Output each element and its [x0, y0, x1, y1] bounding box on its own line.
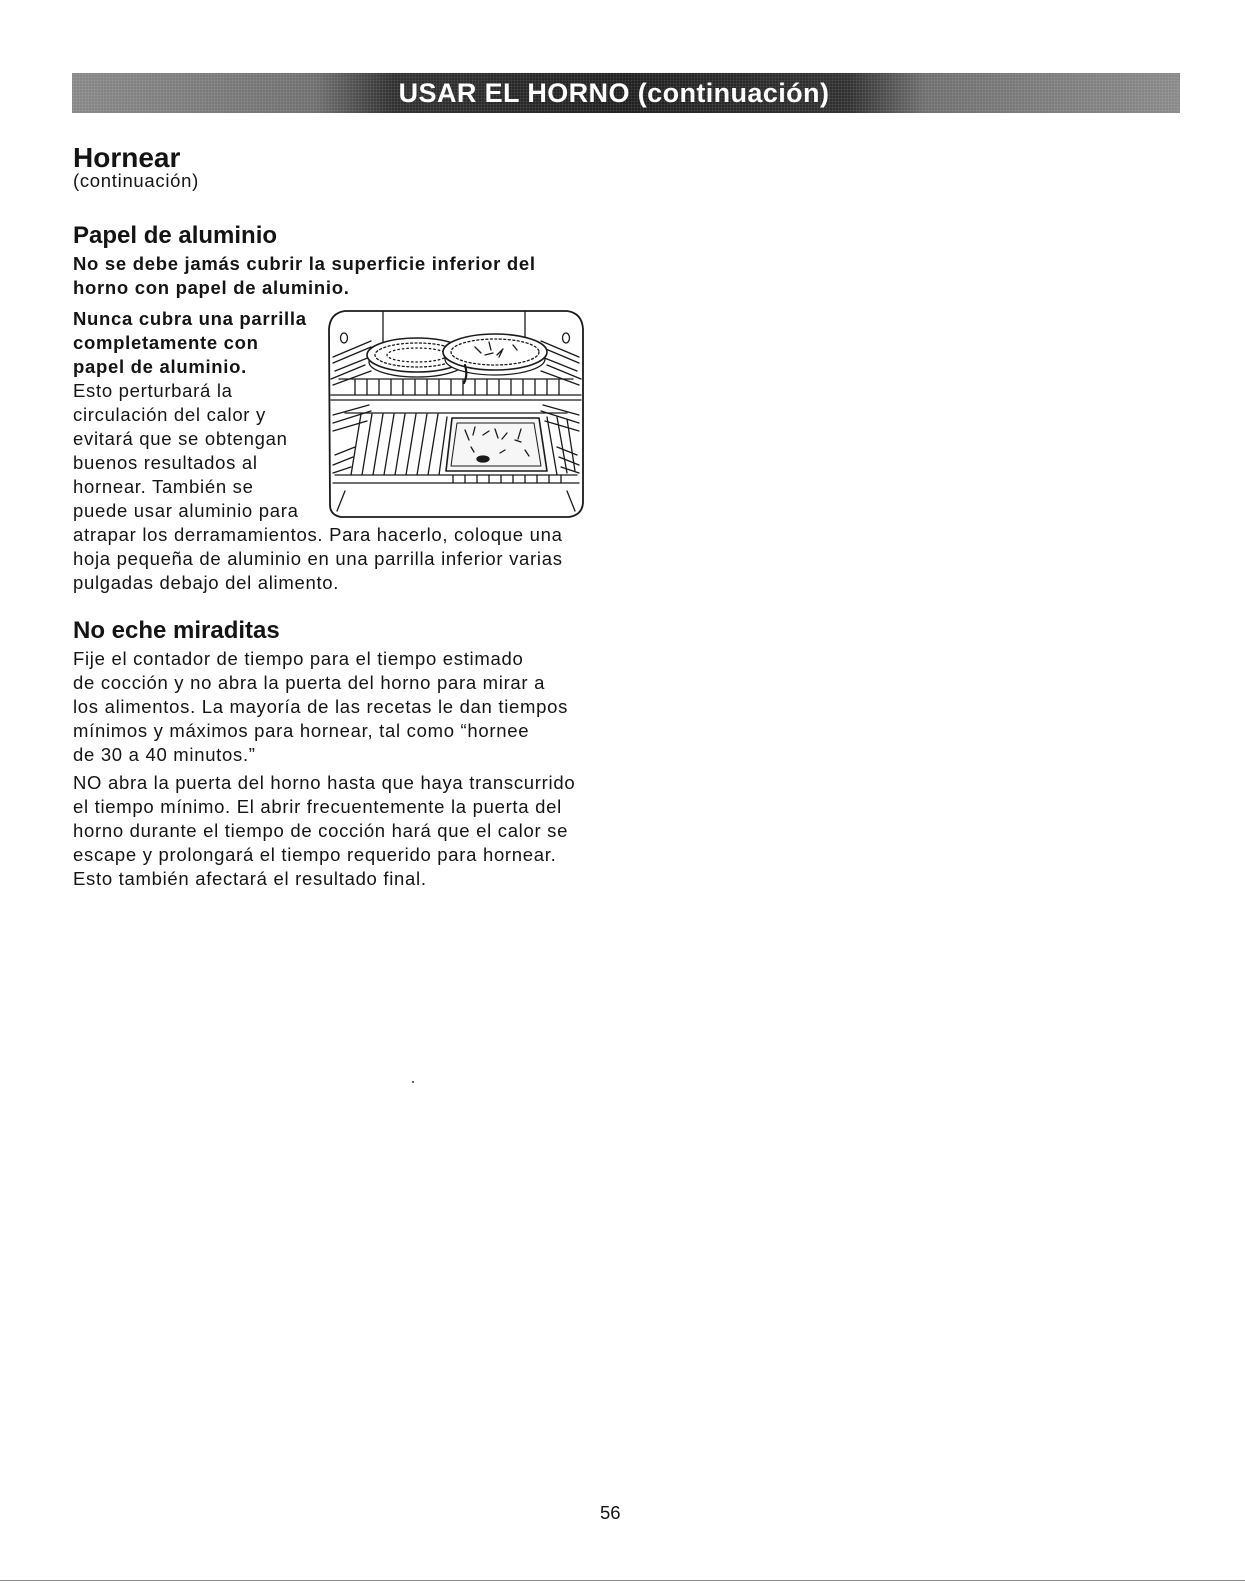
no-peeking-heading: No eche miraditas [73, 617, 280, 644]
oven-racks-foil-illustration [325, 305, 587, 523]
section-subtitle: (continuación) [73, 170, 200, 191]
section-title: Hornear [73, 142, 181, 173]
banner-title: USAR EL HORNO (continuación) [398, 78, 830, 108]
no-peeking-paragraph-1: Fije el contador de tiempo para el tiempo estimado de cocción y no abra la puerta del horno para mirar a los alimentos. La mayoría de las recetas le dan tiempos mínimos y máximos para hornear, tal como “hornee de 30 a 40 minutos.” [73, 648, 569, 765]
page-number: 56 [600, 1502, 621, 1523]
bottom-rule [0, 1580, 1245, 1581]
no-peeking-paragraph-2: NO abra la puerta del horno hasta que haya transcurrido el tiempo mínimo. El abrir frecuentemente la puerta del horno durante el tiempo de cocción hará que el calor se escape y prolongará el tiempo requerido para hornear. Esto también afectará el resultado final. [73, 772, 576, 889]
scan-speck [412, 1081, 414, 1083]
header-banner [72, 73, 1180, 113]
aluminum-foil-warning: No se debe jamás cubrir la superficie inferior del horno con papel de aluminio. [73, 253, 536, 298]
aluminum-foil-heading: Papel de aluminio [73, 222, 278, 249]
aluminum-foil-caution: Nunca cubra una parrilla completamente con papel de aluminio. [73, 308, 307, 377]
aluminum-foil-body: Esto perturbará la circulación del calor y evitará que se obtengan buenos resultados al hornear. También se puede usar aluminio para atrapar los derramamientos. Para hacerlo, coloque una hoja pequeña de aluminio en una parrilla inferior varias pulgadas debajo del alimento. [73, 380, 563, 593]
